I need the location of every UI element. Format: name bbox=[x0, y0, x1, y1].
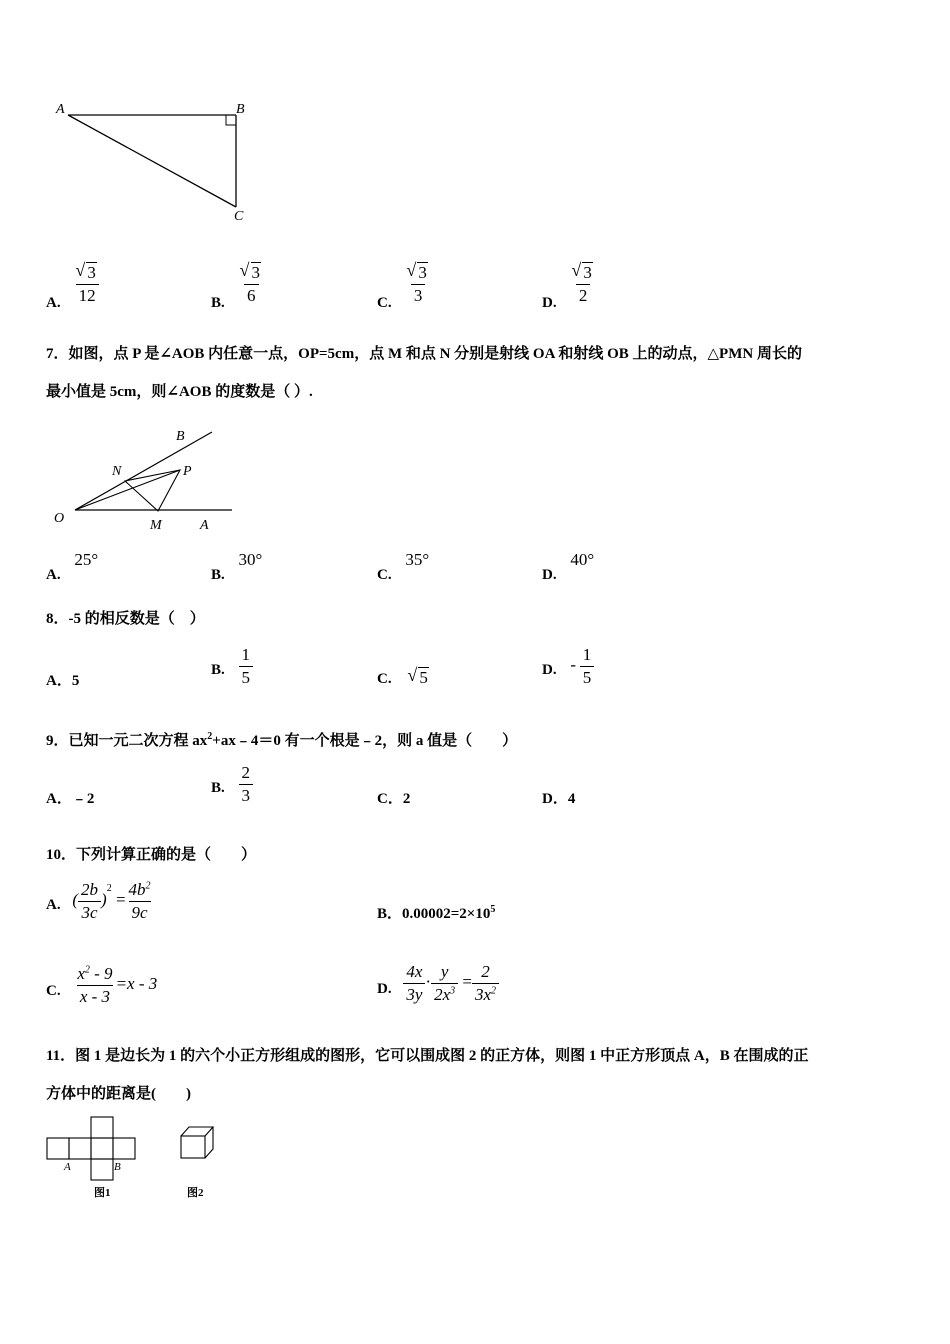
label-n: N bbox=[112, 464, 122, 479]
q9-option-d[interactable]: D．4 bbox=[542, 791, 576, 807]
q8-option-b[interactable]: B. $\frac{1}{5}$ bbox=[211, 645, 253, 688]
q9-option-a[interactable]: A．﹣2 bbox=[46, 791, 95, 807]
label-c: C bbox=[234, 209, 244, 224]
q11-text-line2: 方体中的距离是( ) bbox=[46, 1086, 191, 1102]
q6-option-d[interactable]: D. √ $\frac{3}{2}$ bbox=[542, 262, 596, 306]
label-b: B bbox=[236, 102, 245, 117]
q7-text-line1: 7．如图，点 P 是∠AOB 内任意一点，OP=5cm，点 M 和点 N 分别是射线 OA 和射线 OB 上的动点，△PMN 周长的 bbox=[46, 346, 802, 362]
q9-option-c[interactable]: C．2 bbox=[377, 791, 411, 807]
net-label-b: B bbox=[114, 1161, 121, 1173]
q8-option-a[interactable]: A．5 bbox=[46, 673, 80, 689]
angle-figure bbox=[50, 420, 250, 535]
net-label-a: A bbox=[64, 1161, 71, 1173]
cube-net-figure bbox=[44, 1112, 234, 1204]
label-a: A bbox=[200, 518, 209, 533]
label-b: B bbox=[176, 429, 185, 444]
label-p: P bbox=[183, 464, 192, 479]
q7-option-a[interactable]: A. 25° bbox=[46, 550, 99, 583]
fig1-caption: 图1 bbox=[94, 1187, 111, 1199]
q9-option-b[interactable]: B. $\frac{2}{3}$ bbox=[211, 763, 253, 806]
label-a: A bbox=[56, 102, 65, 117]
fig2-caption: 图2 bbox=[187, 1187, 204, 1199]
triangle-figure bbox=[50, 95, 260, 230]
q7-option-c[interactable]: C. 35° bbox=[377, 550, 430, 583]
q8-text: 8．-5 的相反数是（ ） bbox=[46, 611, 205, 627]
q8-option-c[interactable]: C. √ 5 bbox=[377, 667, 429, 688]
label-m: M bbox=[150, 518, 162, 533]
q10-option-a[interactable]: A. ( $\frac{2b}{3c}$ )$^2$ = $\frac{4b^2}{9c}$ bbox=[46, 880, 151, 922]
q6-option-b[interactable]: B. √ $\frac{3}{6}$ bbox=[211, 262, 264, 306]
q11-text-line1: 11．图 1 是边长为 1 的六个小正方形组成的图形，它可以围成图 2 的正方体，则图 1 中正方形顶点 A，B 在围成的正 bbox=[46, 1048, 809, 1064]
label-o: O bbox=[54, 511, 65, 526]
q10-option-b[interactable]: B．$0.00002=2\times 10^5$ bbox=[377, 904, 496, 922]
q10-text: 10．下列计算正确的是（ ） bbox=[46, 847, 257, 863]
q8-option-d[interactable]: D. - $\frac{1}{5}$ bbox=[542, 645, 594, 688]
q7-option-d[interactable]: D. 40° bbox=[542, 550, 595, 583]
q6-option-a[interactable]: A. √ $\frac{3}{12}$ bbox=[46, 262, 100, 306]
q10-option-d[interactable]: D. $\frac{4x}{3y}$ · $\frac{y}{2x^3}$ = $\frac{2}{3x^2}$ bbox=[377, 962, 499, 1005]
q9-text: 9．已知一元二次方程 $ax^2+ax﹣4=0$ 有一个根是﹣2，则 a 值是（ ） bbox=[46, 731, 518, 749]
q7-option-b[interactable]: B. 30° bbox=[211, 550, 263, 583]
q7-text-line2: 最小值是 5cm，则∠AOB 的度数是（ ）. bbox=[46, 384, 313, 400]
q6-option-c[interactable]: C. √ $\frac{3}{3}$ bbox=[377, 262, 431, 306]
q10-option-c[interactable]: C. $\frac{x^2 - 9}{x - 3}$ =x - 3 bbox=[46, 964, 158, 1006]
